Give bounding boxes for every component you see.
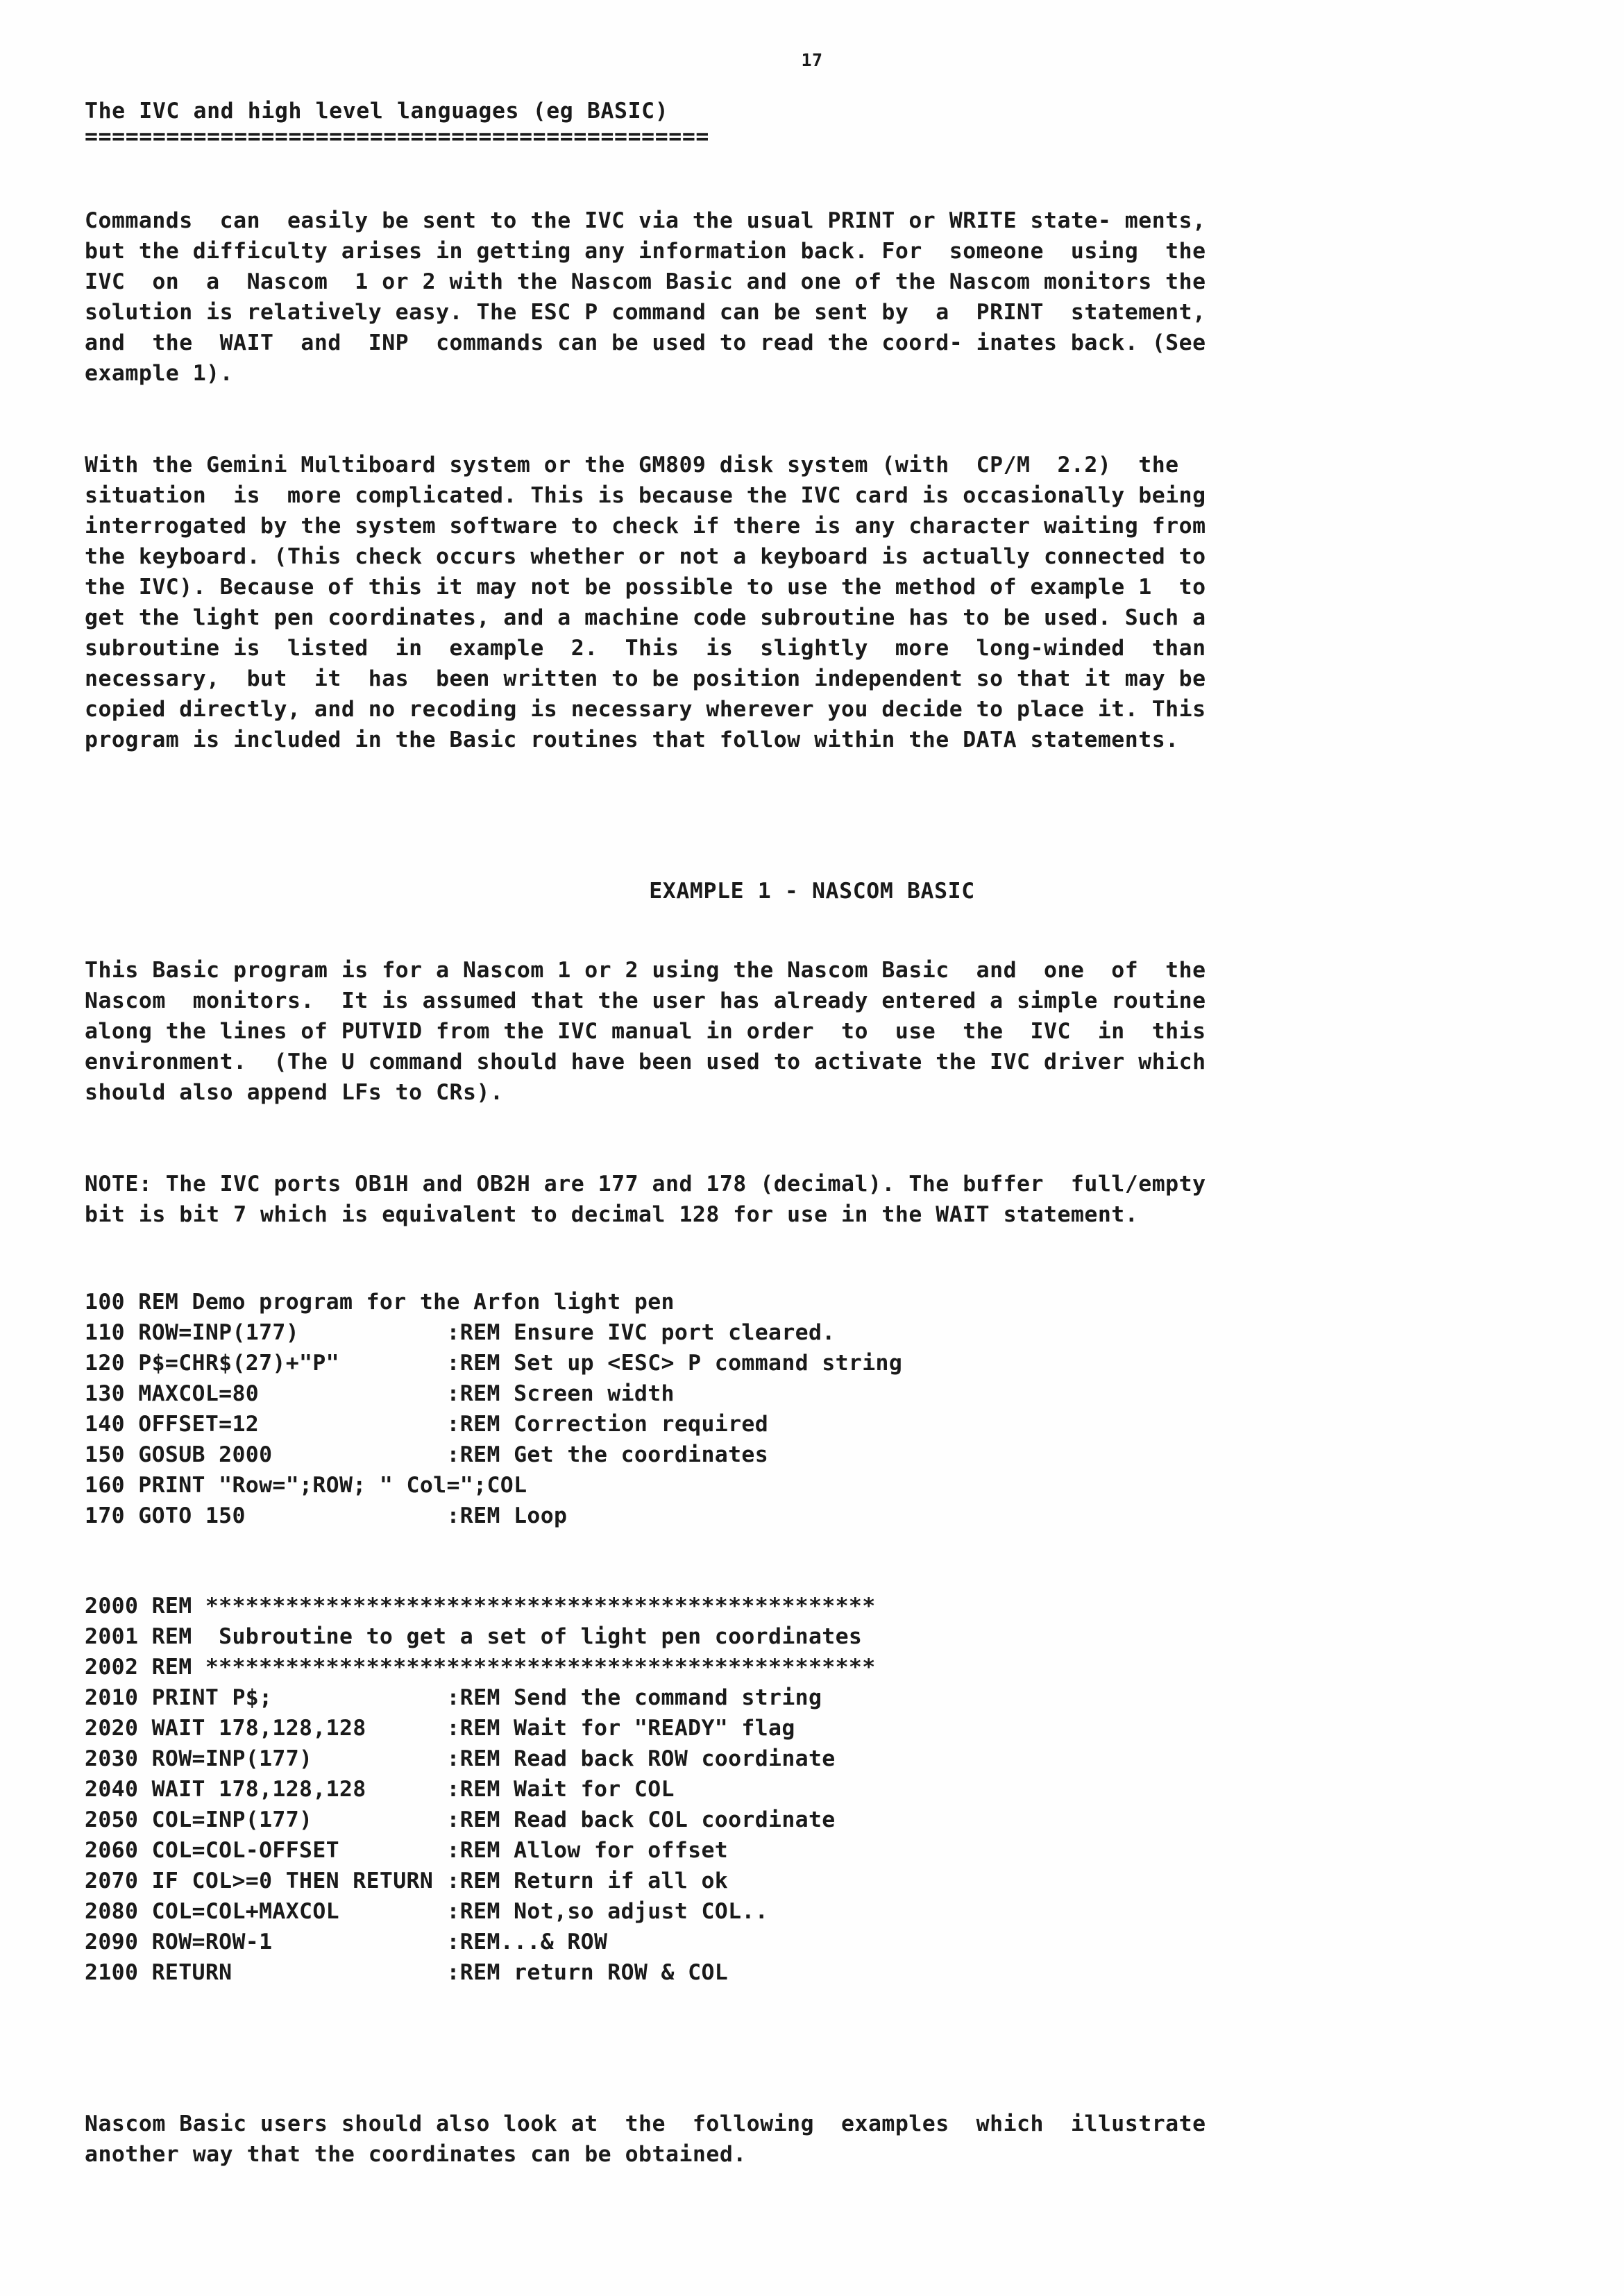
text-line: necessary, but it has been written to be position independent so that it may be	[85, 666, 1206, 691]
text-line: the IVC). Because of this it may not be possible to use the method of example 1 to	[85, 575, 1206, 600]
code-line: 2080 COL=COL+MAXCOL :REM Not,so adjust COL..	[85, 1899, 769, 1924]
text-line: Nascom monitors. It is assumed that the user has already entered a simple routine	[85, 988, 1206, 1013]
text-line: the keyboard. (This check occurs whether or not a keyboard is actually connected to	[85, 544, 1206, 569]
text-line: but the difficulty arises in getting any information back. For someone using the	[85, 239, 1206, 264]
paragraph-example-intro	[85, 955, 1556, 1108]
code-line: 2090 ROW=ROW-1 :REM...& ROW	[85, 1930, 608, 1955]
page-number: 17	[801, 50, 823, 70]
text-line: and the WAIT and INP commands can be used to read the coord- inates back. (See	[85, 330, 1206, 355]
example-heading	[0, 879, 1624, 904]
code-listing-main	[85, 1287, 902, 1531]
code-line: 100 REM Demo program for the Arfon light pen	[85, 1290, 675, 1315]
paragraph-closing	[85, 2109, 1556, 2170]
text-line: another way that the coordinates can be obtained.	[85, 2142, 747, 2167]
code-line: 150 GOSUB 2000 :REM Get the coordinates	[85, 1442, 769, 1467]
text-line: interrogated by the system software to check if there is any character waiting from	[85, 514, 1206, 539]
text-line: solution is relatively easy. The ESC P command can be sent by a PRINT statement,	[85, 300, 1206, 325]
text-line: This Basic program is for a Nascom 1 or 2 using the Nascom Basic and one of the	[85, 958, 1206, 983]
text-line: subroutine is listed in example 2. This is slightly more long-winded than	[85, 636, 1206, 661]
code-line: 2060 COL=COL-OFFSET :REM Allow for offset	[85, 1838, 729, 1863]
code-line: 2070 IF COL>=0 THEN RETURN :REM Return if all ok	[85, 1868, 729, 1893]
code-line: 160 PRINT "Row=";ROW; " Col=";COL	[85, 1473, 527, 1498]
code-line: 2001 REM Subroutine to get a set of light pen coordinates	[85, 1624, 863, 1649]
code-line: 2040 WAIT 178,128,128 :REM Wait for COL	[85, 1777, 675, 1802]
text-line: along the lines of PUTVID from the IVC manual in order to use the IVC in this	[85, 1019, 1206, 1044]
code-line: 170 GOTO 150 :REM Loop	[85, 1503, 568, 1528]
text-line: get the light pen coordinates, and a machine code subroutine has to be used. Such a	[85, 605, 1206, 630]
text-line: NOTE: The IVC ports OB1H and OB2H are 177 and 178 (decimal). The buffer full/empty	[85, 1172, 1206, 1197]
code-line: 2010 PRINT P$; :REM Send the command string	[85, 1685, 822, 1710]
text-line: Commands can easily be sent to the IVC via the usual PRINT or WRITE state- ments,	[85, 208, 1206, 233]
code-line: 2002 REM **************************************************	[85, 1655, 876, 1680]
text-line: environment. (The U command should have been used to activate the IVC driver which	[85, 1049, 1206, 1074]
text-line: Nascom Basic users should also look at the following examples which illustrate	[85, 2111, 1206, 2136]
example-heading-text: EXAMPLE 1 - NASCOM BASIC	[649, 879, 975, 904]
text-line: example 1).	[85, 361, 234, 386]
paragraph-gemini	[85, 450, 1556, 755]
text-line: should also append LFs to CRs).	[85, 1080, 504, 1105]
code-line: 140 OFFSET=12 :REM Correction required	[85, 1412, 769, 1437]
code-line: 2100 RETURN :REM return ROW & COL	[85, 1960, 729, 1985]
text-line: program is included in the Basic routines that follow within the DATA statements.	[85, 727, 1179, 752]
text-line: copied directly, and no recoding is necessary wherever you decide to place it. This	[85, 697, 1206, 722]
code-line: 120 P$=CHR$(27)+"P" :REM Set up <ESC> P command string	[85, 1351, 903, 1376]
code-line: 2020 WAIT 178,128,128 :REM Wait for "READY" flag	[85, 1716, 795, 1741]
text-line: bit is bit 7 which is equivalent to decimal 128 for use in the WAIT statement.	[85, 1202, 1139, 1227]
text-line: With the Gemini Multiboard system or the GM809 disk system (with CP/M 2.2) the	[85, 453, 1179, 478]
code-line: 2000 REM **************************************************	[85, 1594, 876, 1619]
page-title: The IVC and high level languages (eg BASIC)	[85, 99, 669, 124]
code-line: 2050 COL=INP(177) :REM Read back COL coordinate	[85, 1807, 836, 1832]
page-title-underline: ==============================================	[85, 126, 709, 147]
paragraph-note	[85, 1169, 1556, 1230]
code-line: 110 ROW=INP(177) :REM Ensure IVC port cleared.	[85, 1320, 836, 1345]
paragraph-intro	[85, 205, 1556, 389]
code-line: 2030 ROW=INP(177) :REM Read back ROW coordinate	[85, 1746, 836, 1771]
text-line: IVC on a Nascom 1 or 2 with the Nascom Basic and one of the Nascom monitors the	[85, 269, 1206, 294]
text-line: situation is more complicated. This is because the IVC card is occasionally being	[85, 483, 1206, 508]
code-listing-subroutine	[85, 1591, 876, 1988]
code-line: 130 MAXCOL=80 :REM Screen width	[85, 1381, 675, 1406]
